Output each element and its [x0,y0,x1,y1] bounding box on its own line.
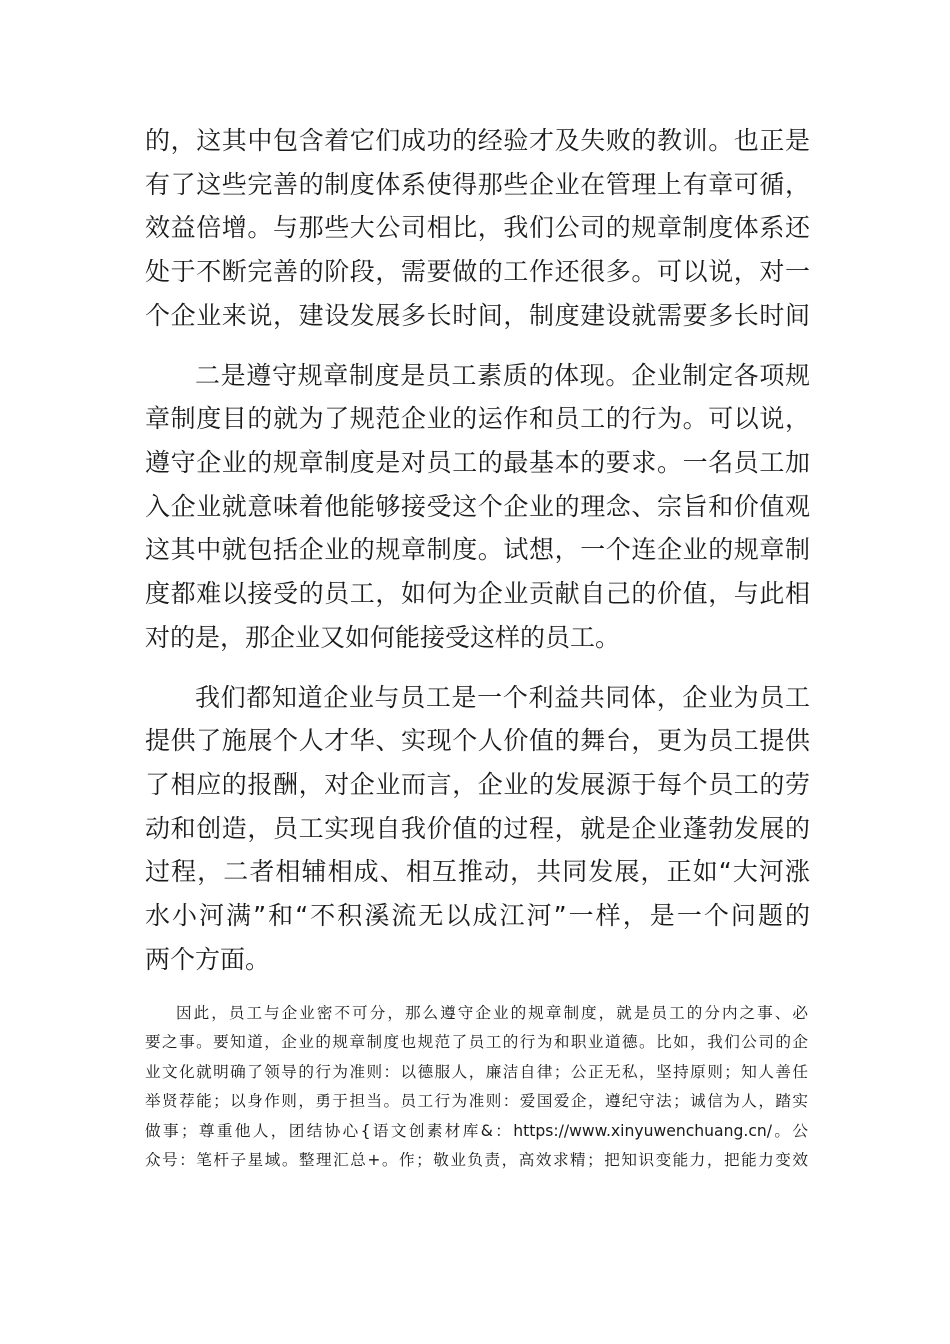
paragraph-1-line-4: 处于不断完善的阶段，需要做的工作还很多。可以说，对一 [145,257,810,286]
paragraph-3-line-3: 了相应的报酬，对企业而言，企业的发展源于每个员工的劳 [145,770,810,799]
paragraph-2-line-3: 遵守企业的规章制度是对员工的最基本的要求。一名员工加 [145,448,810,477]
paragraph-2-line-4: 入企业就意味着他能够接受这个企业的理念、宗旨和价值观 [145,492,810,521]
paragraph-1-line-3: 效益倍增。与那些大公司相比，我们公司的规章制度体系还 [145,213,810,242]
paragraph-1-line-5: 个企业来说，建设发展多长时间，制度建设就需要多长时间 [145,301,810,330]
paragraph-3-line-6: 水小河满”和“不积溪流无以成江河”一样，是一个问题的 [145,901,810,930]
paragraph-3-line-4: 动和创造，员工实现自我价值的过程，就是企业蓬勃发展的 [145,814,810,843]
paragraph-3-line-1: 我们都知道企业与员工是一个利益共同体，企业为员工 [195,683,810,712]
paragraph-3-line-2: 提供了施展个人才华、实现个人价值的舞台，更为员工提供 [145,726,810,755]
paragraph-2-line-1: 二是遵守规章制度是员工素质的体现。企业制定各项规 [195,361,810,390]
paragraph-2-line-6: 度都难以接受的员工，如何为企业贡献自己的价值，与此相 [145,579,810,608]
paragraph-3-line-7: 两个方面。 [145,945,271,974]
paragraph-4-line-5: 做事；尊重他人，团结协心{语文创素材库&：https://www.xinyuwenchuang.cn/。公 [145,1122,808,1140]
paragraph-4-line-2: 要之事。要知道，企业的规章制度也规范了员工的行为和职业道德。比如，我们公司的企 [145,1033,808,1051]
paragraph-4-line-1: 因此，员工与企业密不可分，那么遵守企业的规章制度，就是员工的分内之事、必 [176,1004,808,1022]
paragraph-4-line-4: 举贤荐能；以身作则，勇于担当。员工行为准则：爱国爱企，遵纪守法；诚信为人，踏实 [145,1092,808,1110]
paragraph-2-line-5: 这其中就包括企业的规章制度。试想，一个连企业的规章制 [145,535,810,564]
paragraph-1-line-1: 的，这其中包含着它们成功的经验才及失败的教训。也正是 [145,126,810,155]
paragraph-4-line-3: 业文化就明确了领导的行为准则：以德服人，廉洁自律；公正无私，坚持原则；知人善任 [145,1063,808,1081]
paragraph-1-line-2: 有了这些完善的制度体系使得那些企业在管理上有章可循， [145,170,810,199]
paragraph-4-line-6: 众号：笔杆子星域。整理汇总+。作；敬业负责，高效求精；把知识变能力，把能力变效 [145,1151,808,1169]
paragraph-3-line-5: 过程，二者相辅相成、相互推动，共同发展，正如“大河涨 [145,857,810,886]
paragraph-2-line-2: 章制度目的就为了规范企业的运作和员工的行为。可以说， [145,404,810,433]
paragraph-2-line-7: 对的是，那企业又如何能接受这样的员工。 [145,623,621,652]
